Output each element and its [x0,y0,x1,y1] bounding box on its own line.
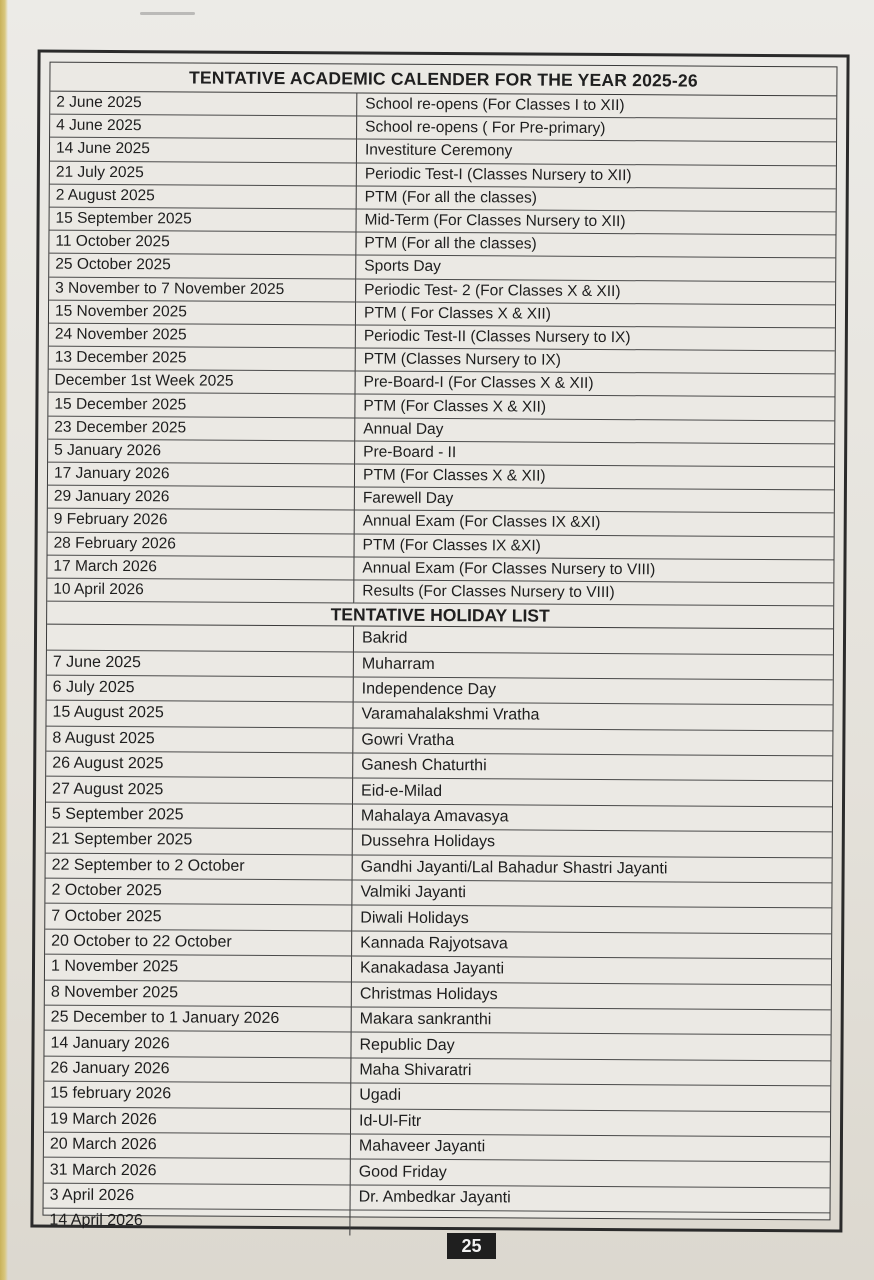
date-cell: 20 March 2026 [44,1132,351,1159]
event-cell: PTM (For all the classes) [356,186,836,212]
date-cell: 31 March 2026 [44,1157,351,1184]
date-cell: 25 December to 1 January 2026 [45,1005,352,1032]
event-cell: Mid-Term (For Classes Nursery to XII) [356,209,836,235]
event-cell: School re-opens ( For Pre-primary) [357,116,837,142]
date-cell: 11 October 2025 [49,230,356,255]
date-cell: 26 August 2025 [46,751,353,778]
date-cell: 15 November 2025 [49,300,356,325]
date-cell [47,625,354,652]
date-cell: 7 June 2025 [47,650,354,677]
date-cell: 14 January 2026 [44,1030,351,1057]
event-cell: Dussehra Holidays [352,829,832,857]
date-cell: 14 June 2025 [50,137,357,162]
event-cell: Ganesh Chaturthi [353,753,833,781]
date-cell: 5 January 2026 [48,439,355,464]
event-cell: Periodic Test- 2 (For Classes X & XII) [356,278,836,304]
date-cell: 21 July 2025 [50,161,357,186]
date-cell: 6 July 2025 [47,675,354,702]
event-cell: Results (For Classes Nursery to VIII) [354,580,834,606]
event-cell: School re-opens (For Classes I to XII) [357,93,837,119]
event-cell: Good Friday [350,1159,830,1187]
event-cell: Investiture Ceremony [356,139,836,165]
event-cell: Valmiki Jayanti [352,880,832,908]
event-cell: PTM (For Classes X & XII) [355,394,835,420]
date-cell: 23 December 2025 [48,416,355,441]
event-cell: Diwali Holidays [352,905,832,933]
page-number: 25 [447,1233,496,1259]
event-cell: Gowri Vratha [353,728,833,756]
date-cell: 22 September to 2 October [46,853,353,880]
event-cell: Mahaveer Jayanti [350,1134,830,1162]
event-cell: Eid-e-Milad [353,778,833,806]
holiday-list-title: TENTATIVE HOLIDAY LIST [47,602,833,630]
event-cell: Kannada Rajyotsava [352,931,832,959]
date-cell: 27 August 2025 [46,777,353,804]
academic-calendar-title: TENTATIVE ACADEMIC CALENDER FOR THE YEAR 2025-26 [50,63,836,97]
event-cell: Farewell Day [354,487,834,513]
date-cell: 2 August 2025 [50,184,357,209]
date-cell: 15 September 2025 [50,207,357,232]
date-cell: 26 January 2026 [44,1056,351,1083]
event-cell: Makara sankranthi [351,1007,831,1035]
date-cell: 13 December 2025 [49,346,356,371]
date-cell: 17 January 2026 [48,462,355,487]
event-cell: Independence Day [353,677,833,705]
date-cell: 4 June 2025 [50,114,357,139]
event-cell: Periodic Test-II (Classes Nursery to IX) [355,325,835,351]
date-cell: 25 October 2025 [49,253,356,278]
date-cell: 28 February 2026 [48,532,355,557]
event-cell: PTM (For Classes X & XII) [354,464,834,490]
event-cell: Muharram [353,651,833,679]
event-cell: Periodic Test-I (Classes Nursery to XII) [356,163,836,189]
event-cell: Maha Shivaratri [351,1058,831,1086]
event-cell: Christmas Holidays [351,982,831,1010]
date-cell: 15 December 2025 [48,393,355,418]
event-cell: PTM (For Classes IX &XI) [354,534,834,560]
academic-calendar-table [47,92,836,607]
event-cell: Annual Exam (For Classes IX &XI) [354,510,834,536]
date-cell: 8 November 2025 [45,980,352,1007]
event-cell: Mahalaya Amavasya [352,804,832,832]
calendar-frame [30,50,849,1233]
event-cell: Kanakadasa Jayanti [351,956,831,984]
date-cell: 17 March 2026 [47,555,354,580]
event-cell: Bakrid [353,627,833,655]
date-cell: 2 June 2025 [50,92,357,117]
event-cell: PTM (For all the classes) [356,232,836,258]
event-cell: Republic Day [351,1032,831,1060]
pen-mark [140,12,195,15]
date-cell: 9 February 2026 [48,508,355,533]
event-cell: Pre-Board-I (For Classes X & XII) [355,371,835,397]
event-cell: PTM (Classes Nursery to IX) [355,348,835,374]
event-cell: Ugadi [351,1083,831,1111]
date-cell: 20 October to 22 October [45,929,352,956]
event-cell: Gandhi Jayanti/Lal Bahadur Shastri Jayanti [352,855,832,883]
event-cell: Annual Day [355,418,835,444]
event-cell: PTM ( For Classes X & XII) [355,302,835,328]
date-cell: 1 November 2025 [45,954,352,981]
event-cell: Sports Day [356,255,836,281]
binding-edge [0,0,8,1280]
date-cell: 3 November to 7 November 2025 [49,277,356,302]
date-cell: 3 April 2026 [44,1183,351,1210]
date-cell: 15 August 2025 [46,700,353,727]
event-cell: Annual Exam (For Classes Nursery to VIII) [354,557,834,583]
date-cell: 24 November 2025 [49,323,356,348]
event-cell: Id-Ul-Fitr [350,1109,830,1137]
event-cell: Dr. Ambedkar Jayanti [350,1185,830,1213]
date-cell: 29 January 2026 [48,485,355,510]
date-cell: 10 April 2026 [47,578,354,603]
date-cell: 2 October 2025 [45,878,352,905]
event-cell [350,1210,830,1238]
event-cell: Pre-Board - II [355,441,835,467]
date-cell: 15 february 2026 [44,1081,351,1108]
calendar-frame-inner [42,62,837,1230]
date-cell: 19 March 2026 [44,1107,351,1134]
date-cell: 5 September 2025 [46,802,353,829]
date-cell: December 1st Week 2025 [49,369,356,394]
date-cell: 7 October 2025 [45,904,352,931]
holiday-row [43,1208,829,1238]
event-cell: Varamahalakshmi Vratha [353,702,833,730]
date-cell: 8 August 2025 [46,726,353,753]
date-cell: 14 April 2026 [43,1208,350,1235]
date-cell: 21 September 2025 [46,827,353,854]
holiday-list-table [43,625,833,1238]
